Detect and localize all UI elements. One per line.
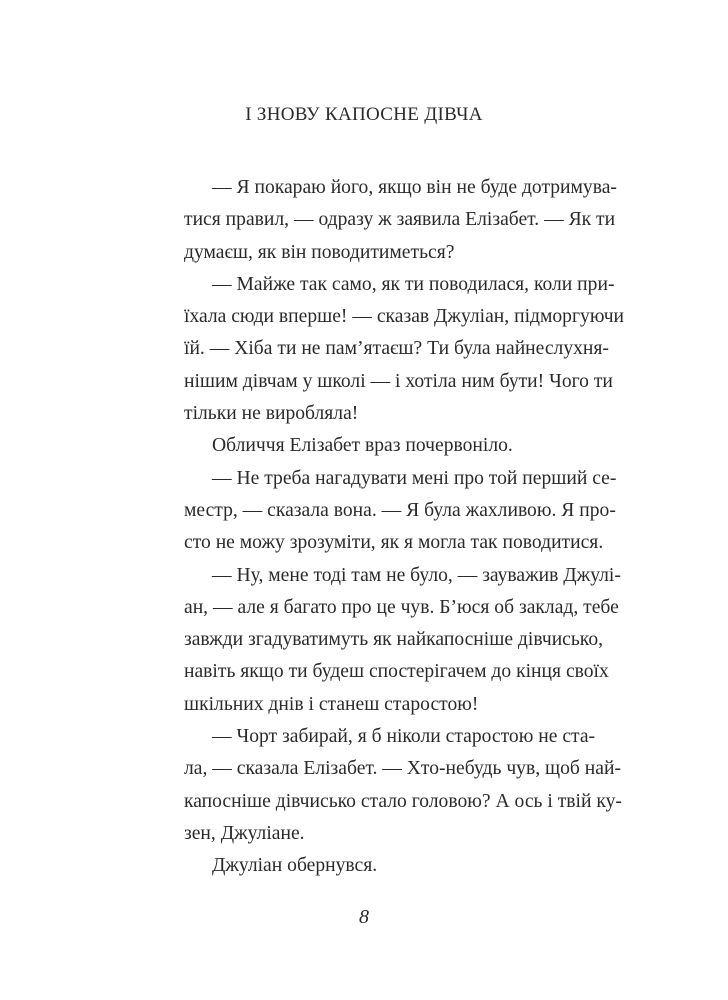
text-line: — Я покараю його, якщо він не буде дотримува-: [212, 177, 617, 198]
text-line: — Чорт забирай, я б ніколи старостою не ста-: [212, 726, 596, 748]
text-line: тільки не виробляла!: [184, 403, 359, 425]
text-line: навіть якщо ти будеш спостерігачем до кінця своїх: [184, 661, 609, 683]
body-text: [184, 172, 625, 883]
text-line: — Не треба нагадувати мені про той перший се-: [212, 467, 617, 489]
text-line: їхала сюди вперше! — сказав Джуліан, підморгуючи: [184, 306, 625, 328]
text-line: нішим дівчам у школі — і хотіла ним бути! Чого ти: [184, 370, 613, 392]
text-line: думаєш, як він поводитиметься?: [184, 241, 455, 263]
text-line: — Ну, мене тоді там не було, — зауважив Джулі-: [212, 564, 621, 586]
text-line: — Майже так само, як ти поводилася, коли при-: [212, 273, 615, 295]
text-line: ан, — але я багато про це чув. Б’юся об заклад, тебе: [184, 596, 619, 618]
text-line: Джуліан обернувся.: [212, 855, 378, 877]
text-line: шкільних днів і станеш старостою!: [184, 693, 479, 715]
text-line: Обличчя Елізабет враз почервоніло.: [212, 435, 513, 457]
page-number: 8: [359, 906, 369, 928]
text-line: местр, — сказала вона. — Я була жахливою. Я про-: [184, 499, 616, 521]
text-line: зен, Джуліане.: [184, 822, 305, 844]
text-line: сто не можу зрозуміти, як я могла так поводитися.: [184, 532, 604, 554]
text-line: ла, — сказала Елізабет. — Хто-небудь чув, щоб най-: [184, 758, 621, 780]
text-line: тися правил, — одразу ж заявила Елізабет. — Як ти: [184, 209, 616, 231]
text-line: їй. — Хіба ти не пам’ятаєш? Ти була найнеслухня-: [184, 338, 609, 360]
running-title: І ЗНОВУ КАПОСНЕ ДІВЧА: [245, 104, 483, 125]
text-line: капосніше дівчисько стало головою? А ось і твій ку-: [184, 790, 622, 812]
text-line: завжди згадуватимуть як найкапосніше дівчисько,: [184, 629, 604, 651]
